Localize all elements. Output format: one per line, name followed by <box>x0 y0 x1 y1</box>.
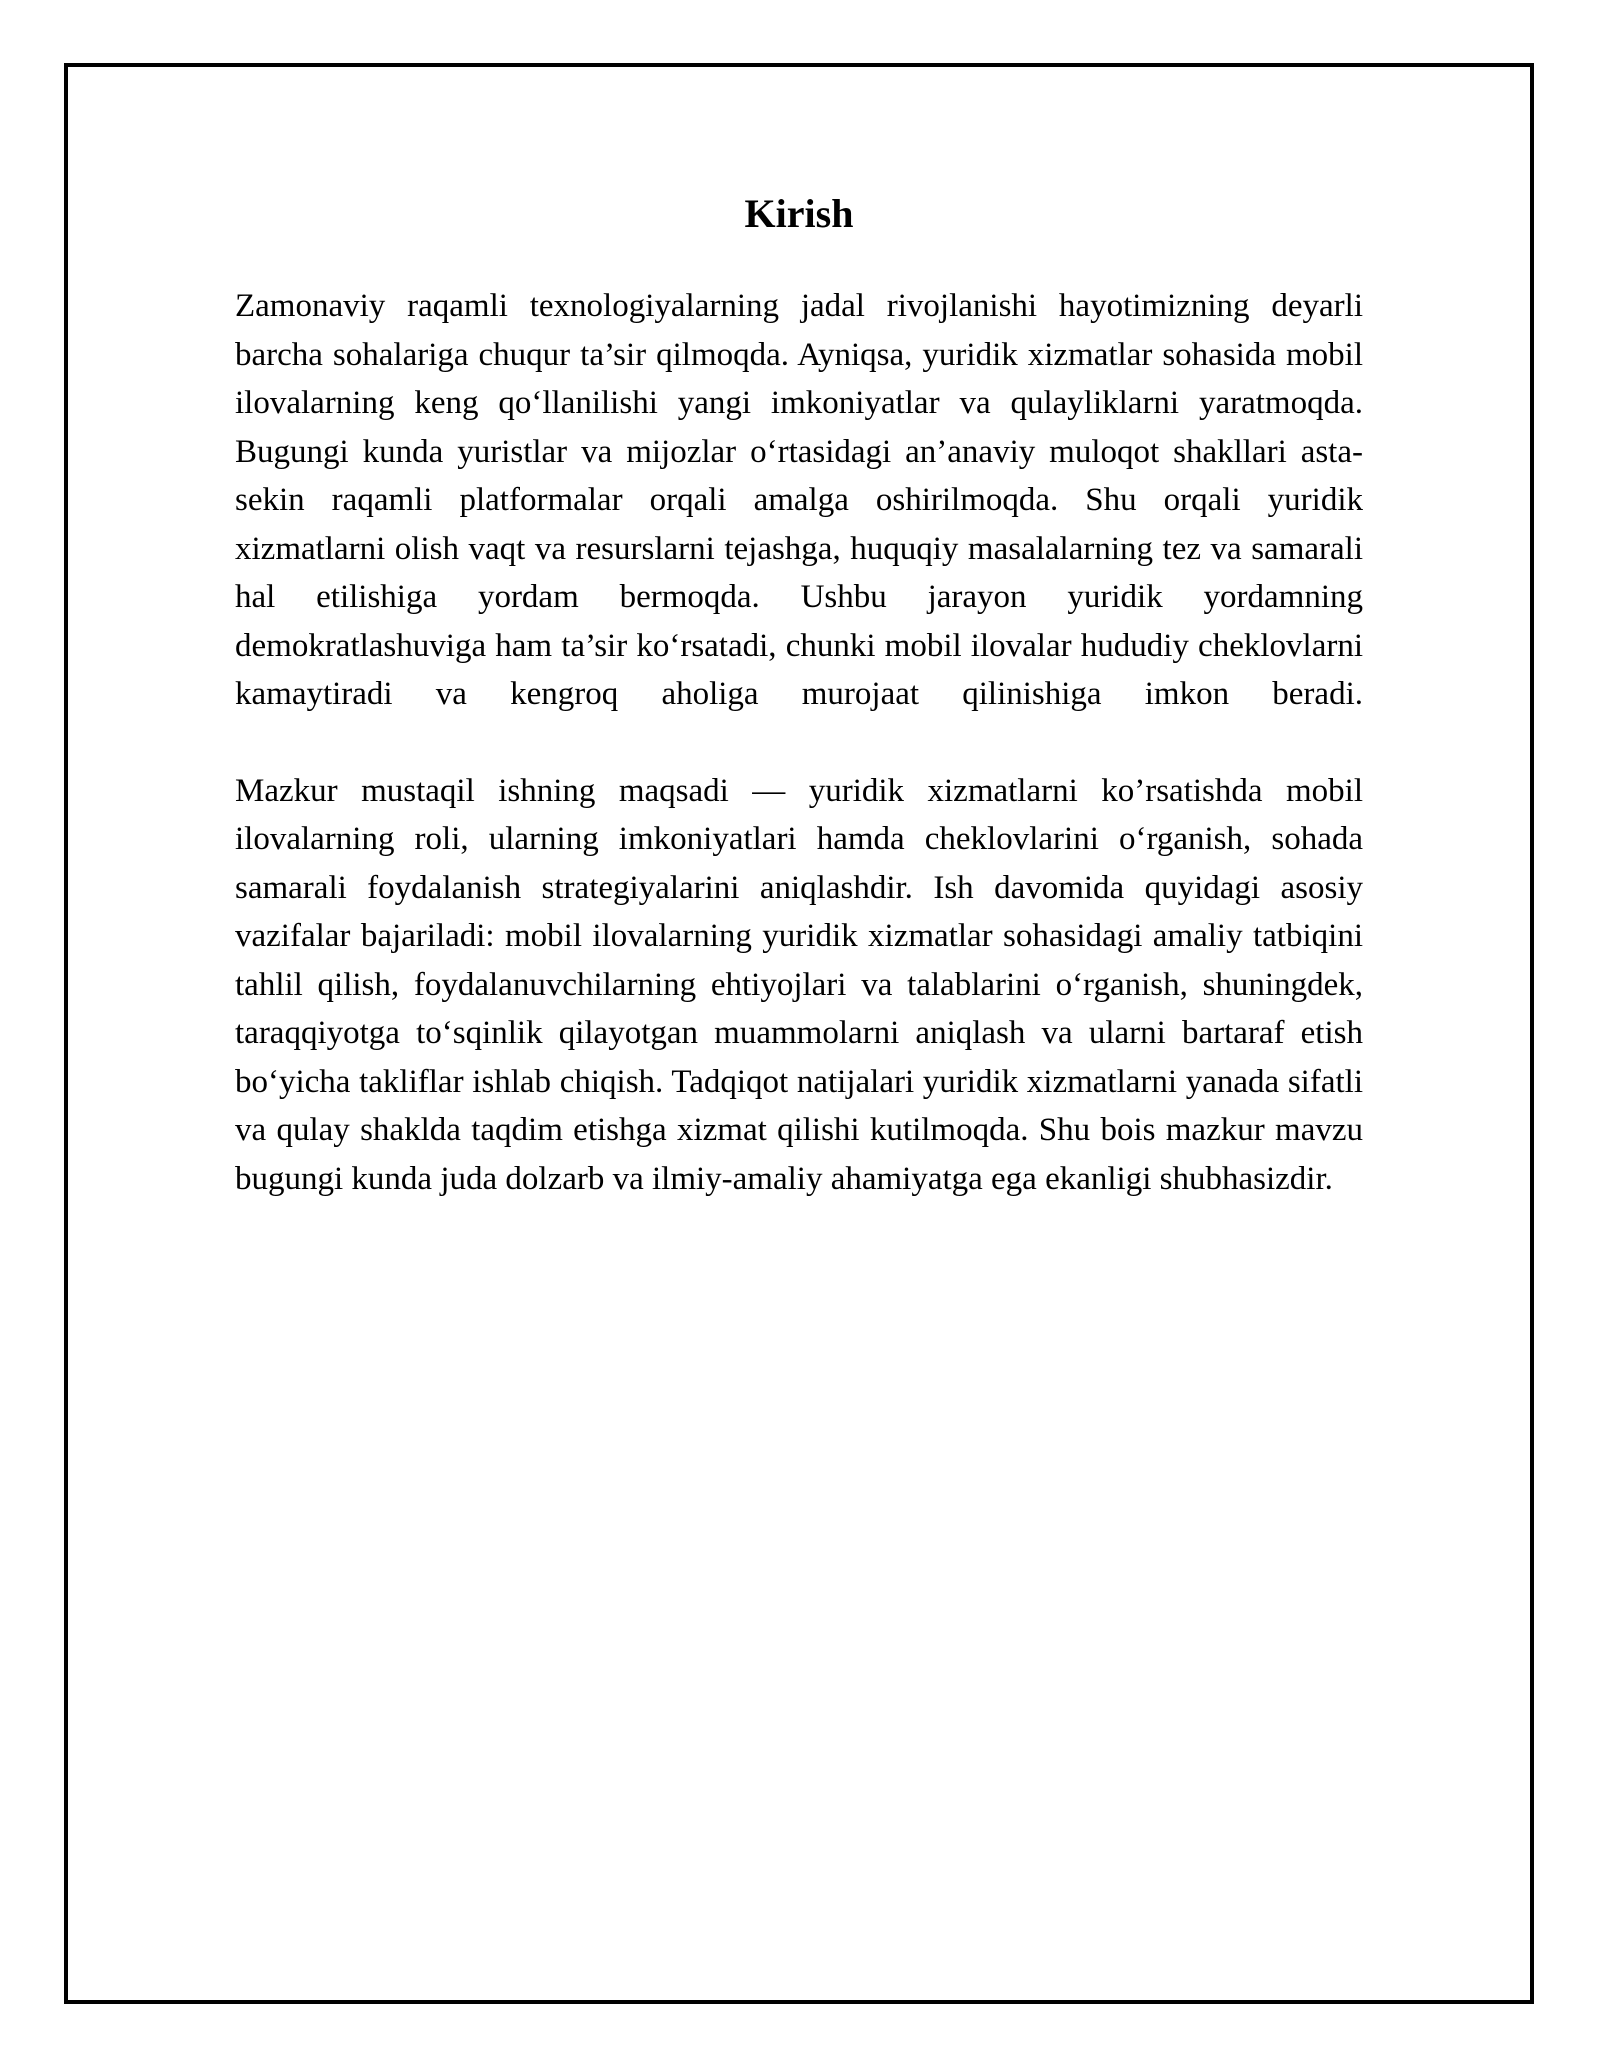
page-title: Kirish <box>744 191 854 236</box>
paragraph-introduction: Zamonaviy raqamli texnologiyalarning jadal rivojlanishi hayotimizning deyarli barcha sohalariga chuqur ta’sir qilmoqda. Ayniqsa, yuridik xizmatlar sohasida mobil ilovalarning keng qo‘llanilishi yangi imkoniyatlar va qulayliklarni yaratmoqda. Bugungi kunda yuristlar va mijozlar o‘rtasidagi an’anaviy muloqot shakllari asta-sekin raqamli platformalar orqali amalga oshirilmoqda. Shu orqali yuridik xizmatlarni olish vaqt va resurslarni tejashga, huquqiy masalalarning tez va samarali hal etilishiga yordam bermoqda. Ushbu jarayon yuridik yordamning demokratlashuviga ham ta’sir ko‘rsatadi, chunki mobil ilovalar hududiy cheklovlarni kamaytiradi va kengroq aholiga murojaat qilinishiga imkon beradi. <box>235 288 1363 712</box>
paragraph-purpose: Mazkur mustaqil ishning maqsadi — yuridik xizmatlarni ko’rsatishda mobil ilovalarning roli, ularning imkoniyatlari hamda cheklovlarini o‘rganish, sohada samarali foydalanish strategiyalarini aniqlashdir. Ish davomida quyidagi asosiy vazifalar bajariladi: mobil ilovalarning yuridik xizmatlar sohasidagi amaliy tatbiqini tahlil qilish, foydalanuvchilarning ehtiyojlari va talablarini o‘rganish, shuningdek, taraqqiyotga to‘sqinlik qilayotgan muammolarni aniqlash va ularni bartaraf etish bo‘yicha takliflar ishlab chiqish. Tadqiqot natijalari yuridik xizmatlarni yanada sifatli va qulay shaklda taqdim etishga xizmat qilishi kutilmoqda. Shu bois mazkur mavzu bugungi kunda juda dolzarb va ilmiy-amaliy ahamiyatga ega ekanligi shubhasizdir. <box>235 772 1363 1197</box>
document-body <box>235 186 1363 1203</box>
